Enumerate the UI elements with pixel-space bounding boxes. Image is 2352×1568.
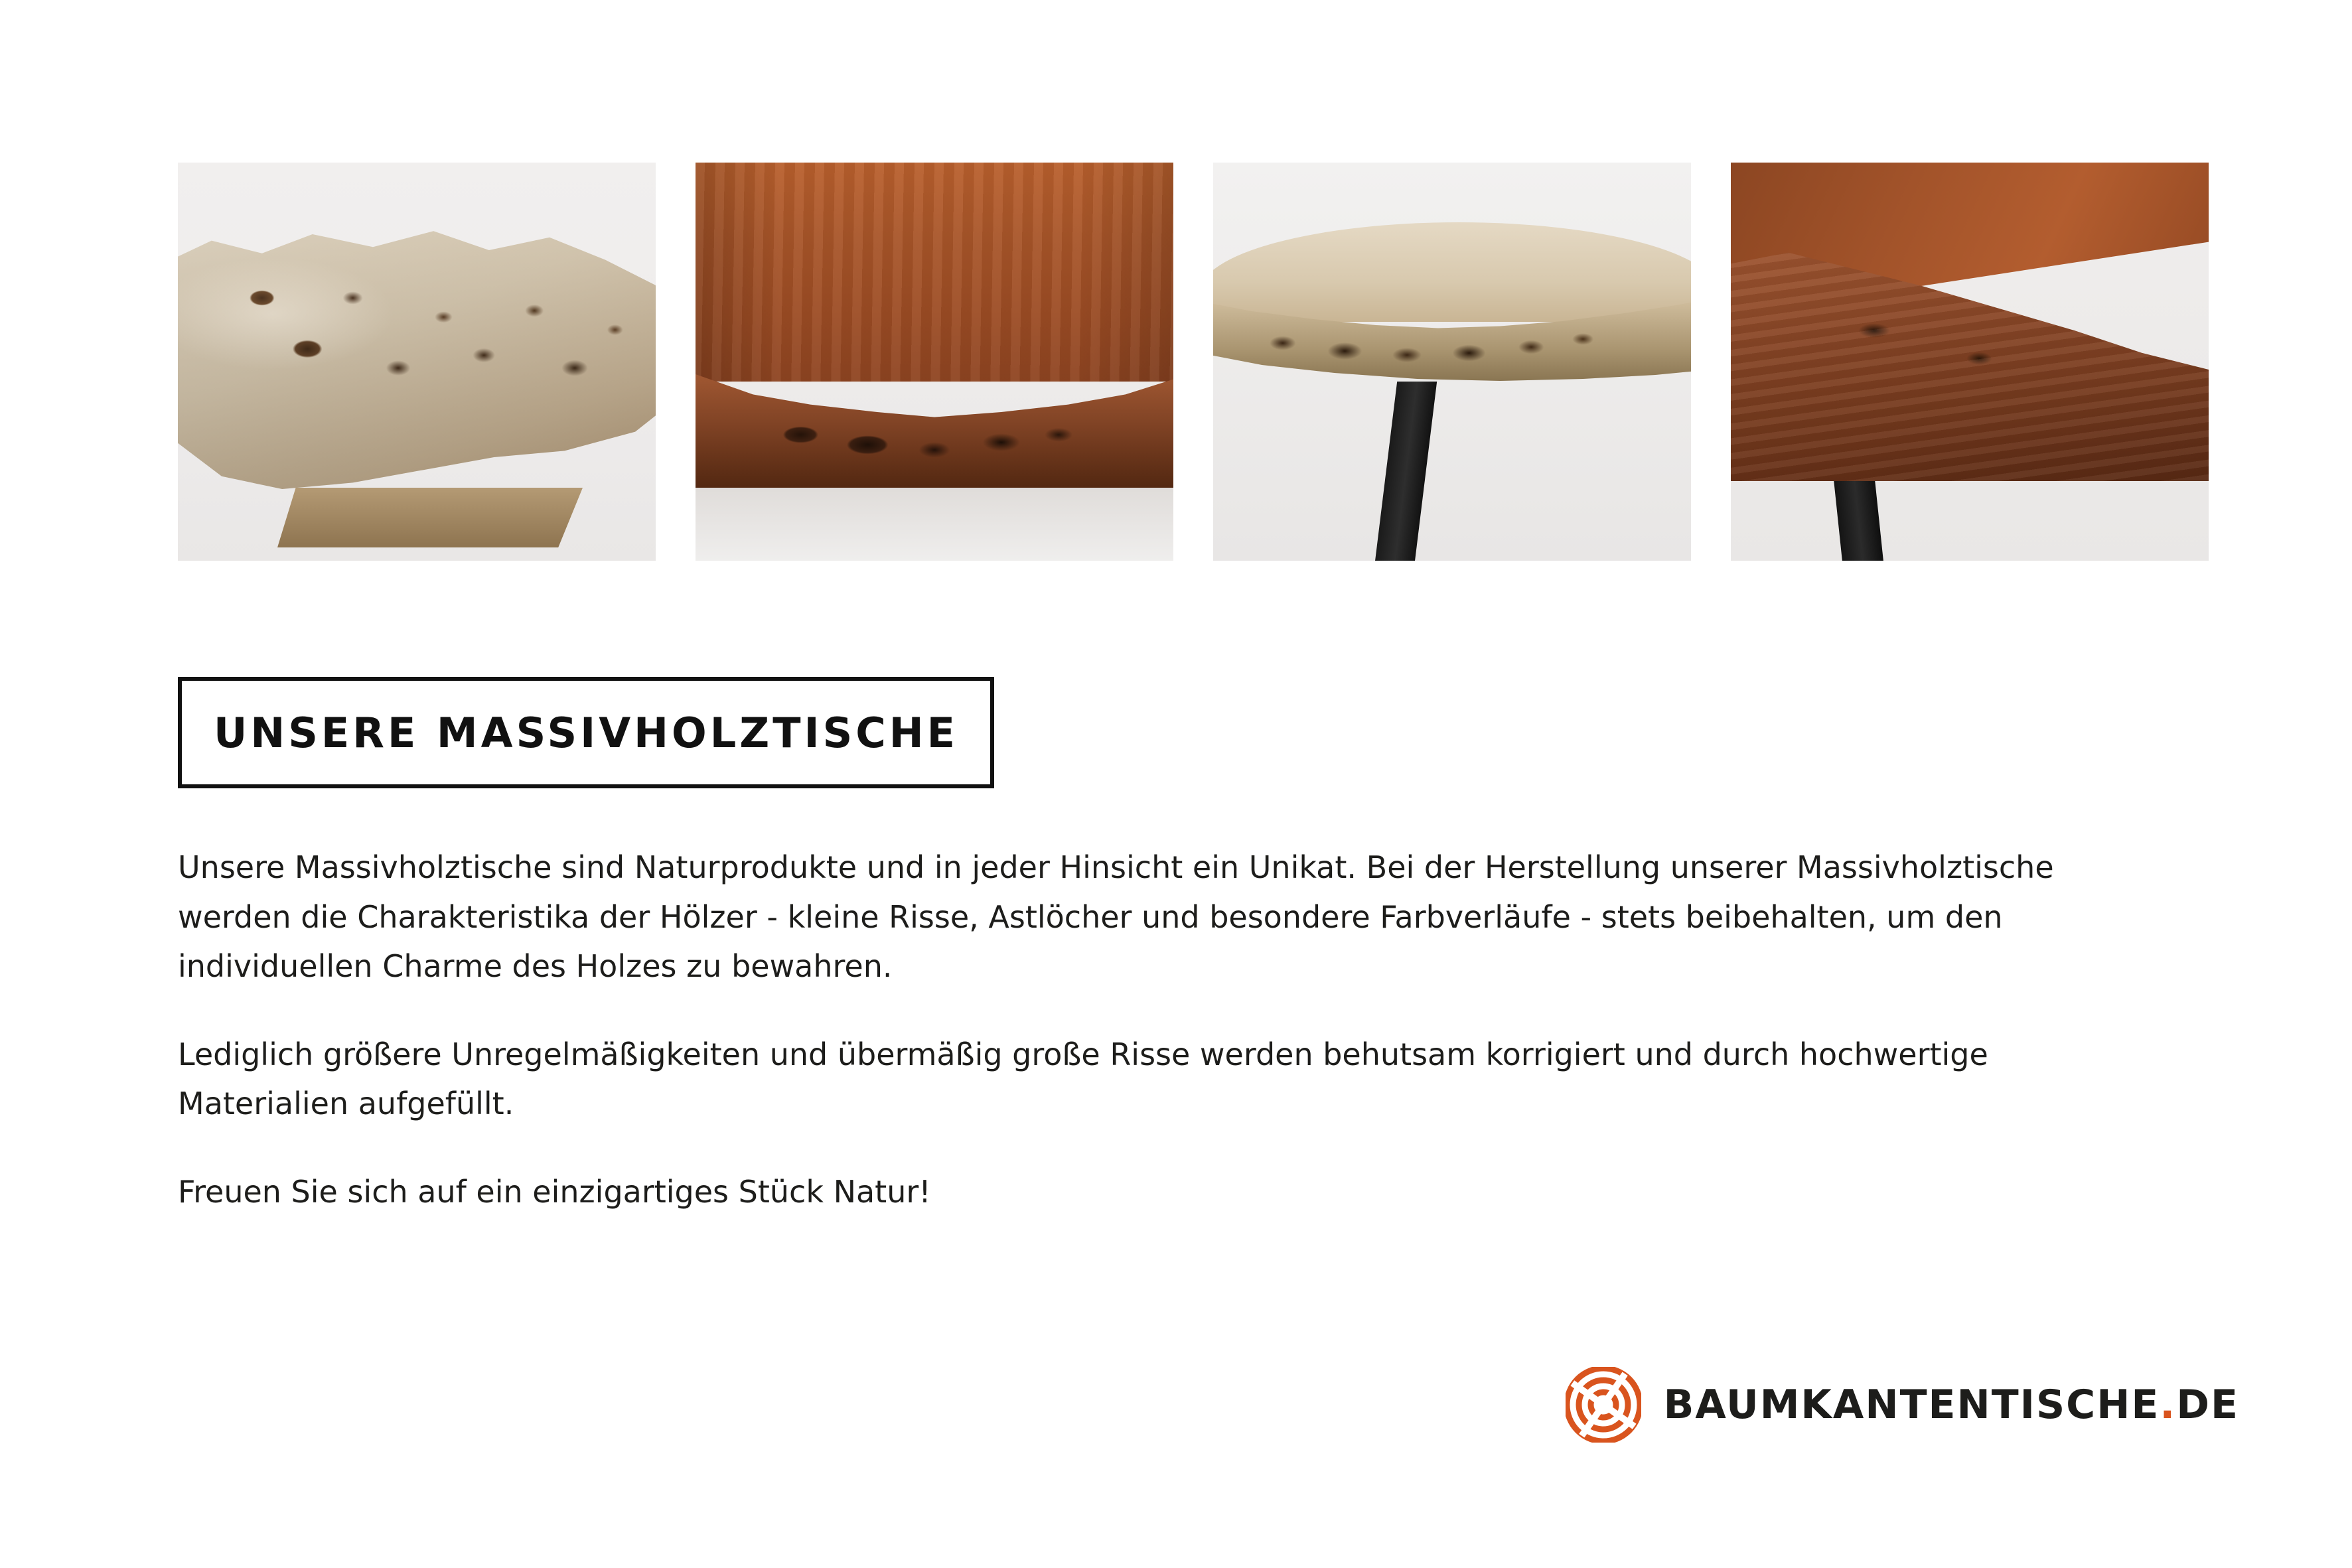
brand-wordmark [1664,1382,2239,1428]
photo-table-corner-with-leg [1731,163,2209,561]
page-title: UNSERE MASSIVHOLZTISCHE [214,708,958,757]
brand-logo [1566,1367,2239,1443]
wood-slab-base [277,488,583,547]
paragraph-closing: Freuen Sie sich auf ein einzigartiges Stück Natur! [178,1173,931,1210]
wood-slab-shape [178,202,656,521]
table-top-surface [1213,222,1691,322]
brand-tld: DE [2176,1382,2239,1428]
body-copy [178,843,2089,1216]
brand-name: BAUMKANTENTISCHE [1663,1382,2160,1428]
photo-red-brown-slab-edge [696,163,1173,561]
table-top-surface [696,163,1173,382]
headline-box [178,677,994,788]
brand-dot: . [2160,1382,2177,1428]
image-gallery [178,163,2242,561]
paragraph-intro: Unsere Massivholztische sind Naturprodukte und in jeder Hinsicht ein Unikat. Bei der Herstellung unserer Massivholztische werden die Charakteristika der Hölzer - kleine Risse, Astlöcher und besondere Farbverläufe - stets beibehalten, um den individuellen Charme des Holzes zu bewahren. [178,849,2054,985]
paragraph-corrections: Lediglich größere Unregelmäßigkeiten und übermäßig große Risse werden behutsam korrigiert und durch hochwertige Materialien aufgefüllt. [178,1036,1988,1122]
baumkantentische-logo-icon [1566,1367,1641,1443]
photo-round-slab-with-leg [1213,163,1691,561]
photo-burl-slab-edge [178,163,656,561]
table-leg [1374,382,1437,561]
